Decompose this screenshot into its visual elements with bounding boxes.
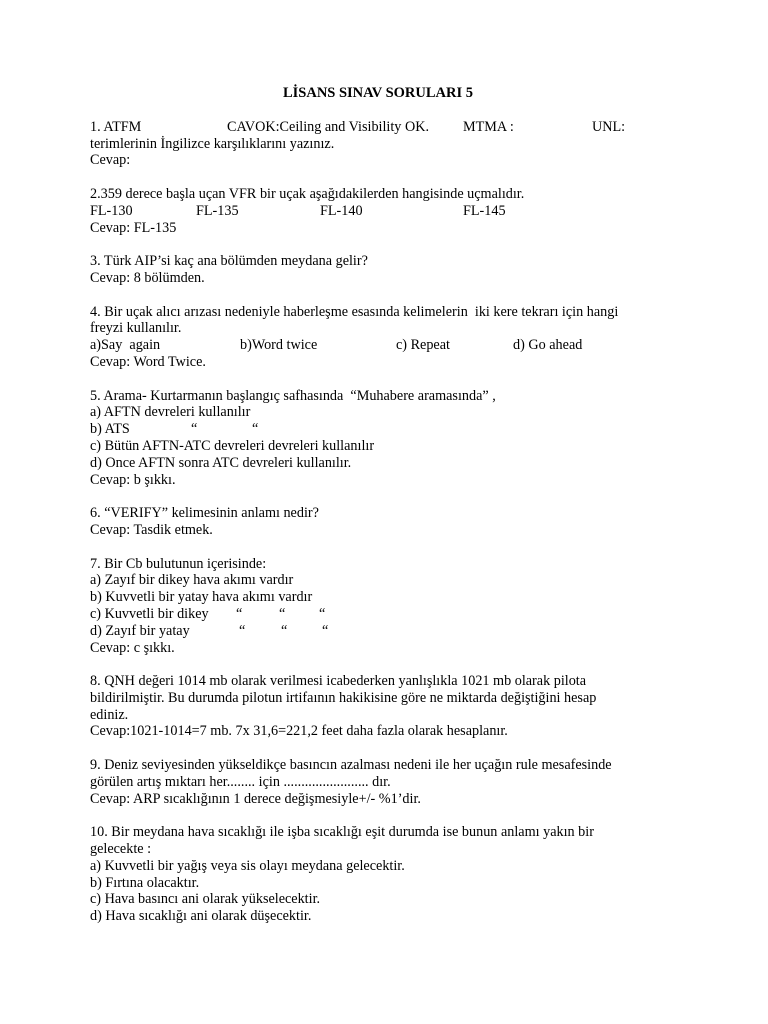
question-5-text: 5. Arama- Kurtarmanın başlangıç safhasında “Muhabere aramasında” , <box>90 387 496 404</box>
question-10-text: 10. Bir meydana hava sıcaklığı ile işba sıcaklığı eşit durumda ise bunun anlamı yakın bir <box>90 824 594 841</box>
question-1-text: terimlerinin İngilizce karşılıklarını yazınız. <box>90 135 335 152</box>
option-d: d) Hava sıcaklığı ani olarak düşecektir. <box>90 908 312 925</box>
term-mtma: MTMA : <box>463 118 514 135</box>
option-c-label: c) Kuvvetli bir dikey <box>90 605 209 622</box>
document-page <box>90 85 710 942</box>
question-4-text: 4. Bir uçak alıcı arızası nedeniyle haberleşme esasında kelimelerin iki kere tekrarı için hangi <box>90 303 619 320</box>
ditto-mark: “ <box>252 421 259 438</box>
question-3-answer: Cevap: 8 bölümden. <box>90 269 205 286</box>
question-7-answer: Cevap: c şıkkı. <box>90 639 175 656</box>
option-a: a) AFTN devreleri kullanılır <box>90 404 251 421</box>
option-a: FL-130 <box>90 202 133 219</box>
question-2-text: 2.359 derece başla uçan VFR bir uçak aşağıdakilerden hangisinde uçmalıdır. <box>90 185 525 202</box>
option-b-label: b) ATS <box>90 421 130 438</box>
ditto-mark: “ <box>281 622 288 639</box>
question-1-terms <box>90 119 710 136</box>
ditto-mark: “ <box>236 605 243 622</box>
term-unl: UNL: <box>592 118 626 135</box>
option-a: a)Say again <box>90 337 161 354</box>
option-c: c) Bütün AFTN-ATC devreleri devreleri kullanılır <box>90 437 375 454</box>
term-cavok: CAVOK:Ceiling and Visibility OK. <box>227 118 429 135</box>
question-2-answer: Cevap: FL-135 <box>90 219 177 236</box>
option-b: FL-135 <box>196 202 239 219</box>
question-2-options <box>90 203 710 220</box>
option-d-label: d) Zayıf bir yatay <box>90 622 190 639</box>
option-d <box>90 623 710 640</box>
option-d: d) Go ahead <box>513 337 583 354</box>
question-10 <box>90 824 710 925</box>
question-8-text: 8. QNH değeri 1014 mb olarak verilmesi icabederken yanlışlıkla 1021 mb olarak pilota <box>90 673 587 690</box>
ditto-mark: “ <box>279 605 286 622</box>
option-a: a) Zayıf bir dikey hava akımı vardır <box>90 572 294 589</box>
question-10-text-cont: gelecekte : <box>90 841 152 858</box>
option-b: b) Kuvvetli bir yatay hava akımı vardır <box>90 589 313 606</box>
question-3-text: 3. Türk AIP’si kaç ana bölümden meydana gelir? <box>90 253 368 270</box>
question-7-text: 7. Bir Cb bulutunun içerisinde: <box>90 555 267 572</box>
question-8-answer: Cevap:1021-1014=7 mb. 7x 31,6=221,2 feet daha fazla olarak hesaplanır. <box>90 723 508 740</box>
ditto-mark: “ <box>322 622 329 639</box>
question-4-text-cont: freyzi kullanılır. <box>90 320 182 337</box>
question-9 <box>90 757 710 807</box>
option-d: FL-145 <box>463 202 506 219</box>
option-a: a) Kuvvetli bir yağış veya sis olayı meydana gelecektir. <box>90 857 405 874</box>
question-4-options <box>90 337 710 354</box>
question-5 <box>90 388 710 489</box>
question-8-text-cont: ediniz. <box>90 706 129 723</box>
question-6-answer: Cevap: Tasdik etmek. <box>90 521 213 538</box>
question-8-text-cont: bildirilmiştir. Bu durumda pilotun irtifaının hakikisine göre ne miktarda değiştiğini hesap <box>90 689 597 706</box>
option-b: b)Word twice <box>240 337 318 354</box>
question-5-answer: Cevap: b şıkkı. <box>90 471 176 488</box>
question-7 <box>90 556 710 657</box>
option-c: c) Hava basıncı ani olarak yükselecektir. <box>90 891 321 908</box>
page-title: LİSANS SINAV SORULARI 5 <box>282 85 474 101</box>
option-d: d) Once AFTN sonra ATC devreleri kullanılır. <box>90 454 352 471</box>
question-2 <box>90 186 710 236</box>
question-1 <box>90 119 710 169</box>
option-c <box>90 606 710 623</box>
question-4-answer: Cevap: Word Twice. <box>90 353 206 370</box>
ditto-mark: “ <box>239 622 246 639</box>
option-b: b) Fırtına olacaktır. <box>90 874 200 891</box>
option-c: FL-140 <box>320 202 363 219</box>
option-b <box>90 421 710 438</box>
ditto-mark: “ <box>319 605 326 622</box>
ditto-mark: “ <box>191 421 198 438</box>
question-9-text: 9. Deniz seviyesinden yükseldikçe basıncın azalması nedeni ile her uçağın rule mesafesinde <box>90 757 612 774</box>
question-3 <box>90 253 710 287</box>
question-6-text: 6. “VERIFY” kelimesinin anlamı nedir? <box>90 505 319 522</box>
question-6 <box>90 505 710 539</box>
question-9-answer: Cevap: ARP sıcaklığının 1 derece değişmesiyle+/- %1’dir. <box>90 790 421 807</box>
term-atfm: 1. ATFM <box>90 118 142 135</box>
option-c: c) Repeat <box>396 337 450 354</box>
question-4 <box>90 304 710 371</box>
question-1-answer: Cevap: <box>90 152 131 169</box>
question-9-text-cont: görülen artış mıktarı her........ için ........................ dır. <box>90 773 391 790</box>
question-8 <box>90 673 710 740</box>
